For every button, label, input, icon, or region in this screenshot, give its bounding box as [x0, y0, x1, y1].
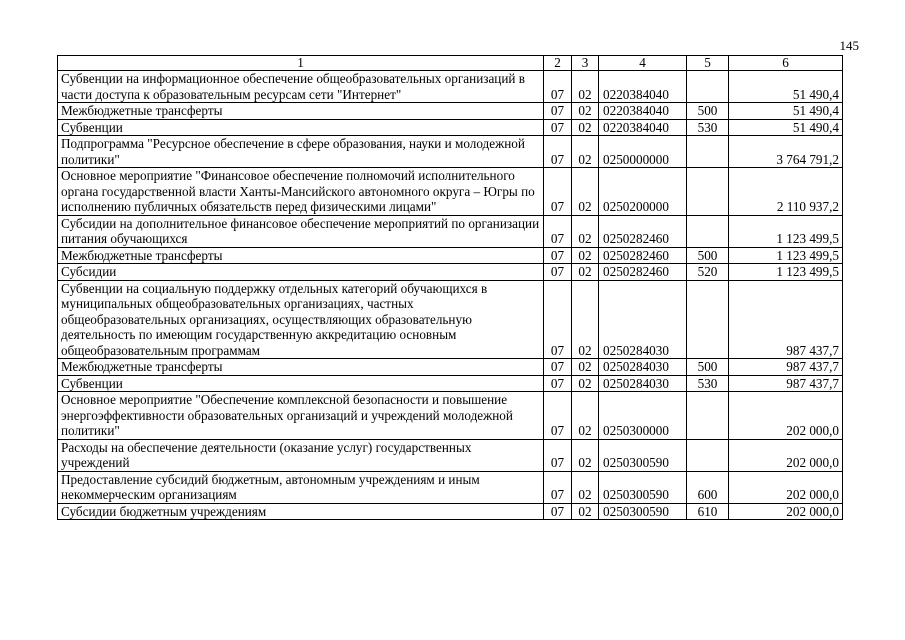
cell-expense-type: 520	[687, 264, 729, 281]
cell-name: Межбюджетные трансферты	[58, 359, 544, 376]
budget-table	[57, 55, 843, 520]
cell-expense-type: 500	[687, 359, 729, 376]
table-row	[58, 264, 843, 281]
cell-target-article: 0250284030	[599, 359, 687, 376]
cell-section: 07	[544, 103, 572, 120]
cell-expense-type	[687, 280, 729, 359]
cell-expense-type: 530	[687, 119, 729, 136]
cell-expense-type: 500	[687, 103, 729, 120]
cell-section: 07	[544, 215, 572, 247]
cell-subsection: 02	[572, 71, 599, 103]
table-body	[58, 56, 843, 520]
cell-target-article: 0250282460	[599, 215, 687, 247]
cell-amount: 51 490,4	[729, 103, 843, 120]
cell-section: 07	[544, 392, 572, 440]
cell-section: 07	[544, 280, 572, 359]
cell-subsection: 02	[572, 359, 599, 376]
table-row	[58, 439, 843, 471]
header-col-2: 2	[544, 56, 572, 71]
cell-amount: 987 437,7	[729, 359, 843, 376]
cell-subsection: 02	[572, 503, 599, 520]
cell-name: Межбюджетные трансферты	[58, 103, 544, 120]
table-row	[58, 103, 843, 120]
table-row	[58, 168, 843, 216]
cell-section: 07	[544, 439, 572, 471]
table-row	[58, 215, 843, 247]
cell-subsection: 02	[572, 247, 599, 264]
cell-target-article: 0250284030	[599, 280, 687, 359]
cell-name: Основное мероприятие "Финансовое обеспечение полномочий исполнительного органа государственной власти Ханты-Мансийского автономного округа – Югры по исполнению публичных обязательств перед физическими лицами"	[58, 168, 544, 216]
table-row	[58, 471, 843, 503]
cell-subsection: 02	[572, 168, 599, 216]
cell-section: 07	[544, 375, 572, 392]
cell-amount: 987 437,7	[729, 280, 843, 359]
cell-subsection: 02	[572, 136, 599, 168]
page-number: 145	[839, 38, 859, 53]
cell-section: 07	[544, 359, 572, 376]
cell-amount: 1 123 499,5	[729, 247, 843, 264]
cell-target-article: 0250300590	[599, 503, 687, 520]
cell-target-article: 0250284030	[599, 375, 687, 392]
cell-target-article: 0250000000	[599, 136, 687, 168]
cell-section: 07	[544, 71, 572, 103]
cell-section: 07	[544, 136, 572, 168]
cell-target-article: 0250200000	[599, 168, 687, 216]
cell-name: Подпрограмма "Ресурсное обеспечение в сфере образования, науки и молодежной политики"	[58, 136, 544, 168]
cell-target-article: 0220384040	[599, 103, 687, 120]
cell-amount: 202 000,0	[729, 439, 843, 471]
cell-subsection: 02	[572, 375, 599, 392]
header-col-1: 1	[58, 56, 544, 71]
cell-amount: 2 110 937,2	[729, 168, 843, 216]
cell-target-article: 0250300000	[599, 392, 687, 440]
header-col-6: 6	[729, 56, 843, 71]
cell-name: Предоставление субсидий бюджетным, автономным учреждениям и иным некоммерческим организациям	[58, 471, 544, 503]
cell-name: Субвенции	[58, 119, 544, 136]
cell-expense-type	[687, 136, 729, 168]
cell-amount: 202 000,0	[729, 503, 843, 520]
cell-expense-type	[687, 71, 729, 103]
cell-subsection: 02	[572, 264, 599, 281]
cell-expense-type: 600	[687, 471, 729, 503]
cell-section: 07	[544, 168, 572, 216]
cell-expense-type: 610	[687, 503, 729, 520]
cell-expense-type	[687, 215, 729, 247]
cell-amount: 1 123 499,5	[729, 215, 843, 247]
cell-amount: 1 123 499,5	[729, 264, 843, 281]
table-row	[58, 375, 843, 392]
table-row	[58, 280, 843, 359]
table-row	[58, 71, 843, 103]
header-col-5: 5	[687, 56, 729, 71]
cell-name: Субвенции на социальную поддержку отдельных категорий обучающихся в муниципальных общеобразовательных организациях, частных общеобразовательных организациях, осуществляющих образовательную деятельность по имеющим государственную аккредитацию основным общеобразовательным программам	[58, 280, 544, 359]
cell-amount: 202 000,0	[729, 392, 843, 440]
cell-expense-type: 500	[687, 247, 729, 264]
cell-section: 07	[544, 264, 572, 281]
cell-subsection: 02	[572, 439, 599, 471]
cell-expense-type	[687, 168, 729, 216]
cell-section: 07	[544, 247, 572, 264]
cell-subsection: 02	[572, 471, 599, 503]
table-row	[58, 503, 843, 520]
table-header-row	[58, 56, 843, 71]
cell-subsection: 02	[572, 392, 599, 440]
cell-target-article: 0220384040	[599, 119, 687, 136]
cell-amount: 987 437,7	[729, 375, 843, 392]
cell-amount: 51 490,4	[729, 119, 843, 136]
cell-subsection: 02	[572, 119, 599, 136]
cell-name: Расходы на обеспечение деятельности (оказание услуг) государственных учреждений	[58, 439, 544, 471]
header-col-4: 4	[599, 56, 687, 71]
cell-target-article: 0220384040	[599, 71, 687, 103]
cell-target-article: 0250300590	[599, 439, 687, 471]
cell-subsection: 02	[572, 103, 599, 120]
cell-subsection: 02	[572, 215, 599, 247]
cell-amount: 3 764 791,2	[729, 136, 843, 168]
cell-name: Межбюджетные трансферты	[58, 247, 544, 264]
header-col-3: 3	[572, 56, 599, 71]
cell-amount: 51 490,4	[729, 71, 843, 103]
cell-expense-type	[687, 439, 729, 471]
table-row	[58, 136, 843, 168]
cell-section: 07	[544, 119, 572, 136]
cell-name: Субсидии бюджетным учреждениям	[58, 503, 544, 520]
table-row	[58, 119, 843, 136]
cell-subsection: 02	[572, 280, 599, 359]
cell-amount: 202 000,0	[729, 471, 843, 503]
cell-target-article: 0250282460	[599, 264, 687, 281]
cell-name: Субвенции	[58, 375, 544, 392]
cell-name: Субвенции на информационное обеспечение общеобразовательных организаций в части доступа к образовательным ресурсам сети "Интернет"	[58, 71, 544, 103]
cell-expense-type	[687, 392, 729, 440]
cell-name: Основное мероприятие "Обеспечение комплексной безопасности и повышение энергоэффективности образовательных организаций и учреждений молодежной политики"	[58, 392, 544, 440]
table-row	[58, 392, 843, 440]
cell-expense-type: 530	[687, 375, 729, 392]
cell-section: 07	[544, 503, 572, 520]
table-row	[58, 247, 843, 264]
cell-name: Субсидии	[58, 264, 544, 281]
table-row	[58, 359, 843, 376]
cell-name: Субсидии на дополнительное финансовое обеспечение мероприятий по организации питания обучающихся	[58, 215, 544, 247]
cell-target-article: 0250300590	[599, 471, 687, 503]
cell-section: 07	[544, 471, 572, 503]
cell-target-article: 0250282460	[599, 247, 687, 264]
